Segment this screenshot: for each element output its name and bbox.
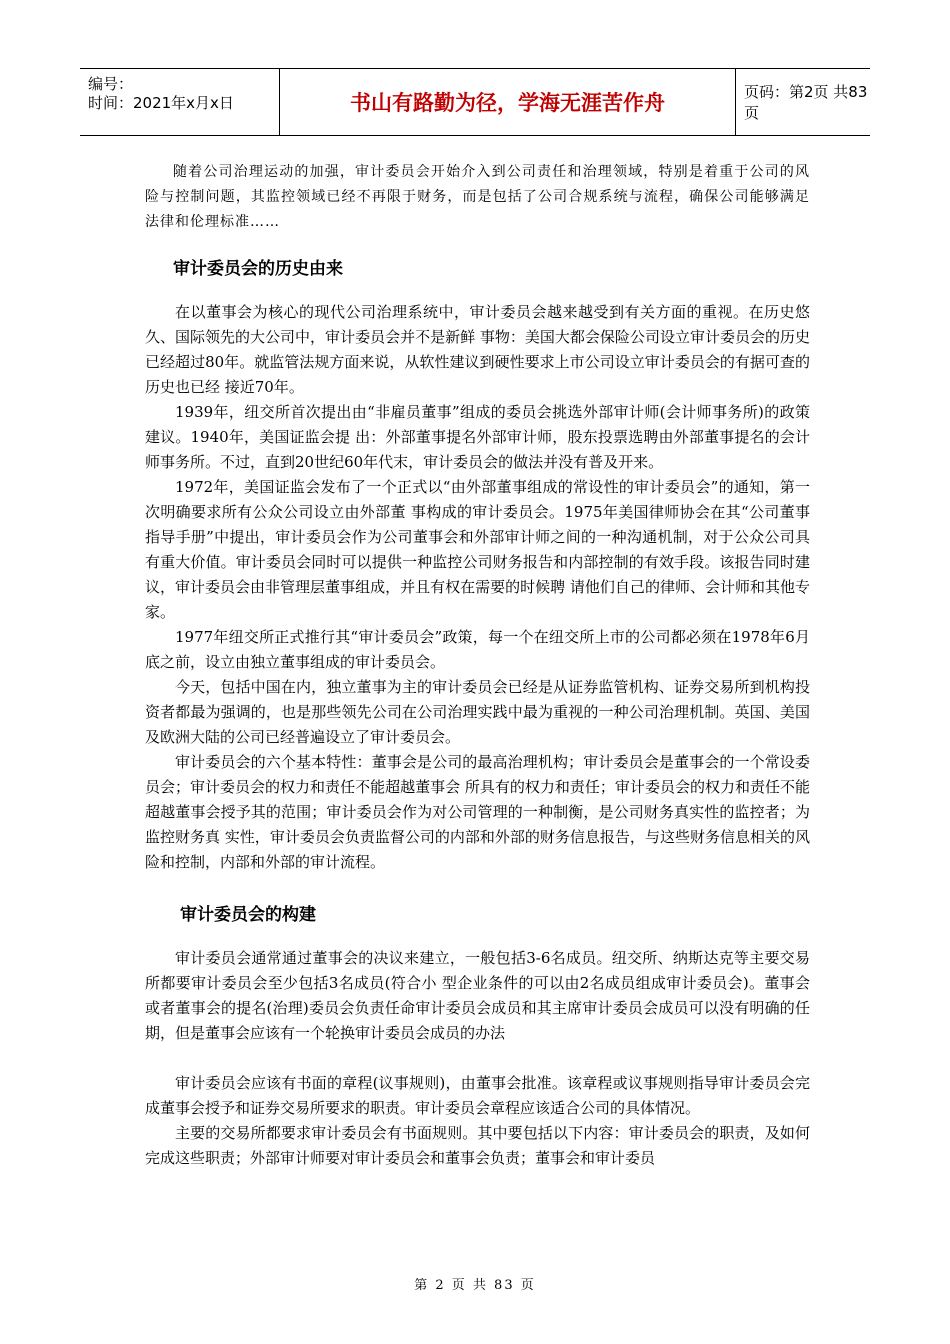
paragraph: 审计委员会通常通过董事会的决议来建立，一般包括3-6名成员。纽交所、纳斯达克等主要交易所都要审计委员会至少包括3名成员(符合小 型企业条件的可以由2名成员组成审计委员会)。董事会或者董事会的提名(治理)委员会负责任命审计委员会成员和其主席审计委员会成员可以没有明确的任 期，但是董事会应该有一个轮换审计委员会成员的办法: [145, 949, 810, 1042]
page-header: [80, 68, 870, 136]
paragraph: 1972年，美国证监会发布了一个正式以“由外部董事组成的常设性的审计委员会”的通知，第一次明确要求所有公众公司设立由外部董 事构成的审计委员会。1975年美国律师协会在其“公司董事指导手册”中提出，审计委员会作为公司董事会和外部审计师之间的一种沟通机制，对于公众公司具 有重大价值。审计委员会同时可以提供一种监控公司财务报告和内部控制的有效手段。该报告同时建议，审计委员会由非管理层董事组成，并且有权在需要的时候聘 请他们自己的律师、会计师和其他专家。: [145, 478, 810, 621]
paragraph: 今天，包括中国在内，独立董事为主的审计委员会已经是从证券监管机构、证券交易所到机构投资者都最为强调的，也是那些领先公司在公司治理实践中最为重视的一种公司治理机制。英国、美国及欧洲大陆的公司已经普遍设立了审计委员会。: [145, 678, 810, 746]
paragraph: 主要的交易所都要求审计委员会有书面规则。其中要包括以下内容：审计委员会的职责，及如何完成这些职责；外部审计师要对审计委员会和董事会负责；董事会和审计委员: [145, 1124, 810, 1167]
header-page-number: 页码：第2页 共83页: [744, 83, 868, 122]
paragraph: 在以董事会为核心的现代公司治理系统中，审计委员会越来越受到有关方面的重视。在历史悠久、国际领先的大公司中，审计委员会并不是新鲜 事物：美国大都会保险公司设立审计委员会的历史已经超过80年。就监管法规方面来说，从软性建议到硬性要求上市公司设立审计委员会的有据可查的历史也已经 接近70年。: [145, 303, 810, 396]
section-title-construction: 审计委员会的构建: [180, 905, 316, 925]
paragraph: 1939年，纽交所首次提出由“非雇员董事”组成的委员会挑选外部审计师(会计师事务所)的政策建议。1940年，美国证监会提 出：外部董事提名外部审计师，股东投票选聘由外部董事提名的会计师事务所。不过，直到20世纪60年代末，审计委员会的做法并没有普及开来。: [145, 403, 810, 471]
code-label: 编号：: [88, 75, 134, 93]
paragraph: 1977年纽交所正式推行其“审计委员会”政策，每一个在纽交所上市的公司都必须在1978年6月底之前，设立由独立董事组成的审计委员会。: [145, 628, 810, 671]
intro-paragraph: 随着公司治理运动的加强，审计委员会开始介入到公司责任和治理领域，特别是着重于公司的风险与控制问题，其监控领域已经不再限于财务，而是包括了公司合规系统与流程，确保公司能够满足法律和伦理标准……: [145, 164, 810, 230]
paragraph: 审计委员会应该有书面的章程(议事规则)，由董事会批准。该章程或议事规则指导审计委员会完成董事会授予和证券交易所要求的职责。审计委员会章程应该适合公司的具体情况。: [145, 1074, 810, 1117]
header-meta: [80, 69, 280, 135]
page-footer: 第 2 页 共 83 页: [414, 1278, 536, 1293]
paragraph: 审计委员会的六个基本特性：董事会是公司的最高治理机构；审计委员会是董事会的一个常设委员会；审计委员会的权力和责任不能超越董事会 所具有的权力和责任；审计委员会的权力和责任不能超越董事会授予其的范围；审计委员会作为对公司管理的一种制衡，是公司财务真实性的监控者；为监控财务真 实性，审计委员会负责监督公司的内部和外部的财务信息报告，与这些财务信息相关的风险和控制，内部和外部的审计流程。: [145, 753, 810, 871]
header-motto: 书山有路勤为径，学海无涯苦作舟: [280, 69, 736, 135]
section-title-history: 审计委员会的历史由来: [173, 259, 343, 279]
document-body: [145, 160, 810, 1171]
date-label: 时间：2021年x月x日: [88, 94, 234, 112]
